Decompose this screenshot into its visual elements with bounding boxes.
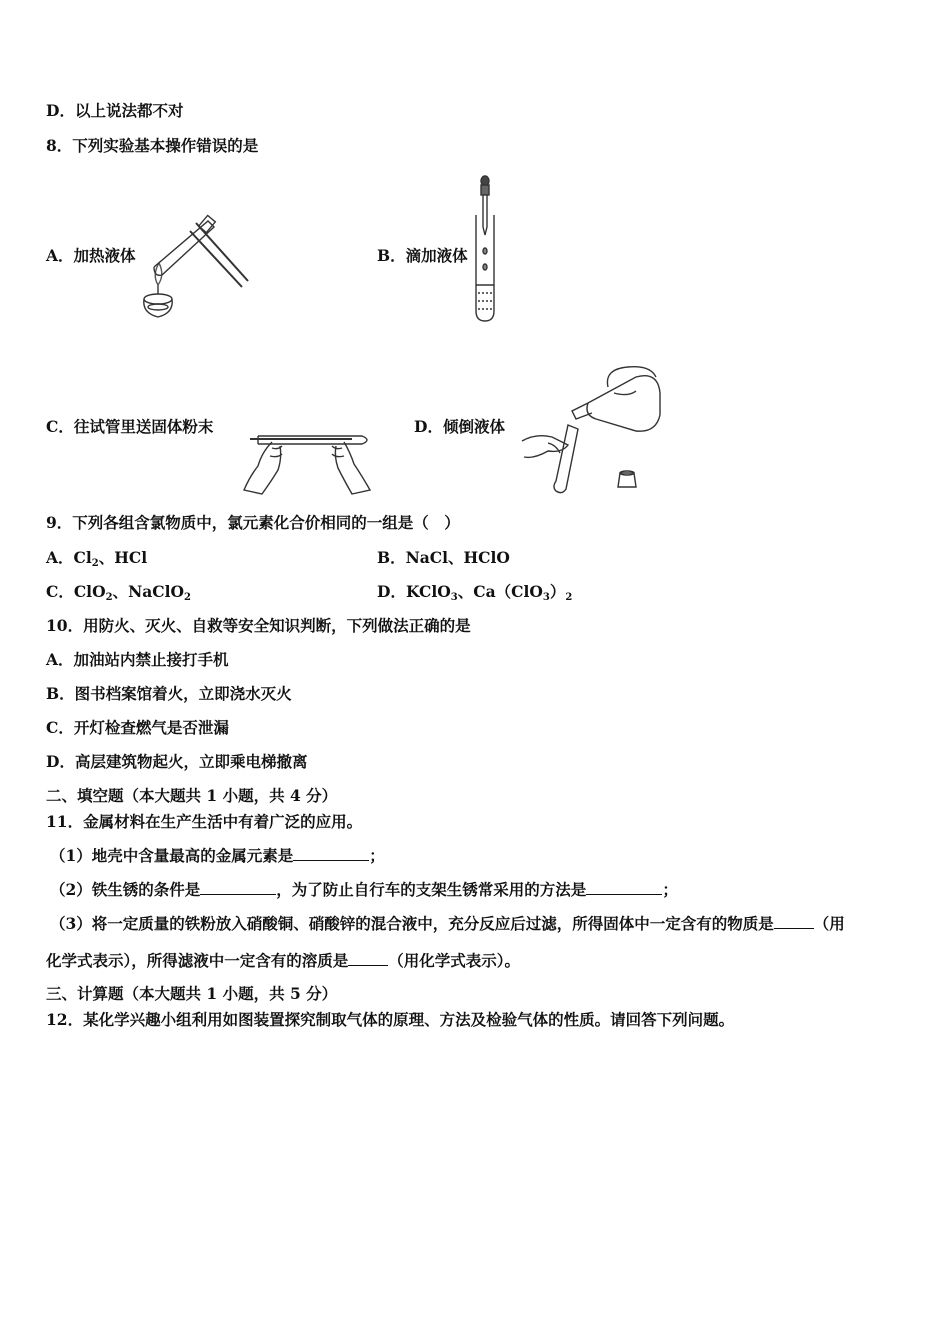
dropper-illustration [470,175,500,323]
q8-option-c: C．往试管里送固体粉末 [46,417,214,436]
q11-part3-line2: 化学式表示），所得滤液中一定含有的溶质是 （用化学式表示）。 [46,951,521,970]
q9-stem: 9．下列各组含氯物质中，氯元素化合价相同的一组是（ ） [46,513,460,532]
q11-part2: （2）铁生锈的条件是 ，为了防止自行车的支架生锈常采用的方法是 ； [50,880,678,899]
q9-option-b: B．NaCl、HClO [377,548,510,567]
heating-liquid-illustration [132,205,254,323]
q10-option-c: C．开灯检查燃气是否泄漏 [46,718,229,737]
q11-part3-line1: （3）将一定质量的铁粉放入硝酸铜、硝酸锌的混合液中，充分反应后过滤，所得固体中一定含有的物质是 （用 [50,914,845,933]
q9-option-a: A．$Cl_2$、HCl [46,548,148,569]
q9-option-d: D．KClO$_3$、$Ca(ClO_3)_2$ [377,582,573,603]
q8-option-d: D．倾倒液体 [414,417,505,436]
q9-option-c: C．ClO$_2$、NaClO$_2$ [46,582,191,603]
pouring-liquid-illustration [518,363,663,495]
section2-title: 二、填空题（本大题共 1 小题，共 4 分） [46,786,338,805]
q8-option-a: A．加热液体 [46,246,136,265]
q10-option-a: A．加油站内禁止接打手机 [46,650,229,669]
q11-blank-3[interactable] [586,879,662,895]
q11-stem: 11．金属材料在生产生活中有着广泛的应用。 [46,812,363,831]
q12-stem: 12．某化学兴趣小组利用如图装置探究制取气体的原理、方法及检验气体的性质。请回答下列问题。 [46,1010,735,1029]
q11-blank-4[interactable] [774,913,814,929]
q8-option-b: B．滴加液体 [377,246,468,265]
q11-blank-1[interactable] [293,845,369,861]
q8-stem: 8．下列实验基本操作错误的是 [46,136,259,155]
q10-option-b: B．图书档案馆着火，立即浇水灭火 [46,684,292,703]
q7-option-d: D．以上说法都不对 [46,101,184,120]
q10-stem: 10．用防火、灭火、自救等安全知识判断，下列做法正确的是 [46,616,471,635]
q11-blank-2[interactable] [200,879,276,895]
q11-part1: （1）地壳中含量最高的金属元素是 ； [50,846,385,865]
powder-into-tube-illustration [232,418,382,496]
q11-blank-5[interactable] [348,950,388,966]
section3-title: 三、计算题（本大题共 1 小题，共 5 分） [46,984,338,1003]
q10-option-d: D．高层建筑物起火，立即乘电梯撤离 [46,752,308,771]
